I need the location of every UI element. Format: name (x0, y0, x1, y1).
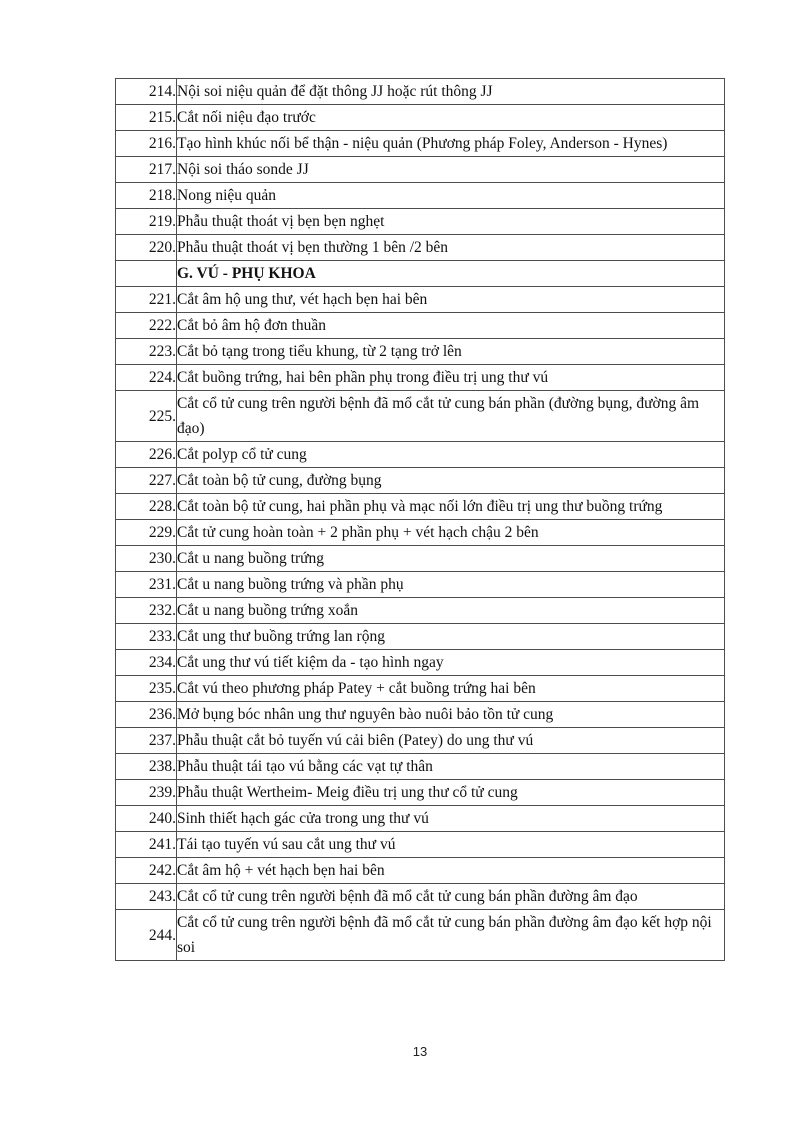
procedures-table (115, 78, 725, 961)
row-number: 222. (116, 313, 177, 339)
row-number: 232. (116, 598, 177, 624)
procedure-description: Cắt cổ tử cung trên người bệnh đã mổ cắt tử cung bán phần (đường bụng, đường âm đạo) (177, 391, 725, 442)
row-number: 236. (116, 702, 177, 728)
row-number: 218. (116, 183, 177, 209)
table-row (116, 598, 725, 624)
table-row (116, 79, 725, 105)
row-number: 223. (116, 339, 177, 365)
table-row (116, 702, 725, 728)
procedure-description: Tái tạo tuyến vú sau cắt ung thư vú (177, 832, 725, 858)
procedure-description: Phẫu thuật thoát vị bẹn bẹn nghẹt (177, 209, 725, 235)
table-row (116, 546, 725, 572)
table-row (116, 313, 725, 339)
table-row (116, 754, 725, 780)
table-row (116, 365, 725, 391)
procedure-description: Phẫu thuật tái tạo vú bằng các vạt tự thân (177, 754, 725, 780)
table-row (116, 884, 725, 910)
procedure-description: Nội soi niệu quản để đặt thông JJ hoặc rút thông JJ (177, 79, 725, 105)
table-row (116, 650, 725, 676)
procedure-description: Cắt vú theo phương pháp Patey + cắt buồng trứng hai bên (177, 676, 725, 702)
table-row (116, 183, 725, 209)
row-number: 214. (116, 79, 177, 105)
row-number: 239. (116, 780, 177, 806)
procedure-description: Cắt polyp cổ tử cung (177, 442, 725, 468)
row-number: 235. (116, 676, 177, 702)
row-number: 224. (116, 365, 177, 391)
row-number: 227. (116, 468, 177, 494)
table-row (116, 676, 725, 702)
procedure-description: Phẫu thuật Wertheim- Meig điều trị ung thư cổ tử cung (177, 780, 725, 806)
procedure-description: Cắt u nang buồng trứng (177, 546, 725, 572)
procedure-description: Cắt toàn bộ tử cung, đường bụng (177, 468, 725, 494)
row-number: 225. (116, 391, 177, 442)
row-number: 217. (116, 157, 177, 183)
procedure-description: Cắt bỏ âm hộ đơn thuần (177, 313, 725, 339)
row-number: 228. (116, 494, 177, 520)
table-row (116, 728, 725, 754)
row-number: 240. (116, 806, 177, 832)
row-number: 229. (116, 520, 177, 546)
row-number: 230. (116, 546, 177, 572)
procedure-description: Cắt nối niệu đạo trước (177, 105, 725, 131)
table-row (116, 780, 725, 806)
procedure-description: Sinh thiết hạch gác cửa trong ung thư vú (177, 806, 725, 832)
table-row (116, 391, 725, 442)
procedure-description: Cắt âm hộ + vét hạch bẹn hai bên (177, 858, 725, 884)
procedures-table-body (116, 79, 725, 961)
procedure-description: Phẫu thuật thoát vị bẹn thường 1 bên /2 bên (177, 235, 725, 261)
procedure-description: Nong niệu quản (177, 183, 725, 209)
row-number: 219. (116, 209, 177, 235)
table-row (116, 287, 725, 313)
table-row (116, 572, 725, 598)
procedure-description: Tạo hình khúc nối bể thận - niệu quản (Phương pháp Foley, Anderson - Hynes) (177, 131, 725, 157)
table-row (116, 910, 725, 961)
table-row (116, 131, 725, 157)
row-number: 221. (116, 287, 177, 313)
table-row (116, 858, 725, 884)
table-row (116, 157, 725, 183)
table-row (116, 520, 725, 546)
procedure-description: Cắt toàn bộ tử cung, hai phần phụ và mạc nối lớn điều trị ung thư buồng trứng (177, 494, 725, 520)
row-number: 226. (116, 442, 177, 468)
table-row (116, 494, 725, 520)
procedure-description: Phẫu thuật cắt bỏ tuyến vú cải biên (Patey) do ung thư vú (177, 728, 725, 754)
table-row (116, 105, 725, 131)
row-number: 237. (116, 728, 177, 754)
row-number (116, 261, 177, 287)
table-row (116, 468, 725, 494)
row-number: 220. (116, 235, 177, 261)
table-row (116, 832, 725, 858)
section-title: G. VÚ - PHỤ KHOA (177, 261, 725, 287)
table-row (116, 209, 725, 235)
procedure-description: Cắt cổ tử cung trên người bệnh đã mổ cắt tử cung bán phần đường âm đạo kết hợp nội soi (177, 910, 725, 961)
row-number: 242. (116, 858, 177, 884)
table-row (116, 442, 725, 468)
table-row (116, 235, 725, 261)
row-number: 216. (116, 131, 177, 157)
procedure-description: Mở bụng bóc nhân ung thư nguyên bào nuôi bảo tồn tử cung (177, 702, 725, 728)
procedure-description: Cắt tử cung hoàn toàn + 2 phần phụ + vét hạch chậu 2 bên (177, 520, 725, 546)
table-row (116, 339, 725, 365)
procedure-description: Cắt cổ tử cung trên người bệnh đã mổ cắt tử cung bán phần đường âm đạo (177, 884, 725, 910)
row-number: 215. (116, 105, 177, 131)
procedure-description: Cắt u nang buồng trứng xoắn (177, 598, 725, 624)
row-number: 241. (116, 832, 177, 858)
row-number: 233. (116, 624, 177, 650)
procedure-description: Cắt bỏ tạng trong tiểu khung, từ 2 tạng trở lên (177, 339, 725, 365)
page-number: 13 (412, 1044, 428, 1059)
table-row (116, 806, 725, 832)
table-row (116, 624, 725, 650)
row-number: 234. (116, 650, 177, 676)
procedure-description: Cắt ung thư buồng trứng lan rộng (177, 624, 725, 650)
procedure-description: Cắt ung thư vú tiết kiệm da - tạo hình ngay (177, 650, 725, 676)
row-number: 244. (116, 910, 177, 961)
procedure-description: Nội soi tháo sonde JJ (177, 157, 725, 183)
procedure-description: Cắt u nang buồng trứng và phần phụ (177, 572, 725, 598)
row-number: 238. (116, 754, 177, 780)
section-header-row (116, 261, 725, 287)
row-number: 243. (116, 884, 177, 910)
row-number: 231. (116, 572, 177, 598)
procedure-description: Cắt buồng trứng, hai bên phần phụ trong điều trị ung thư vú (177, 365, 725, 391)
procedure-description: Cắt âm hộ ung thư, vét hạch bẹn hai bên (177, 287, 725, 313)
